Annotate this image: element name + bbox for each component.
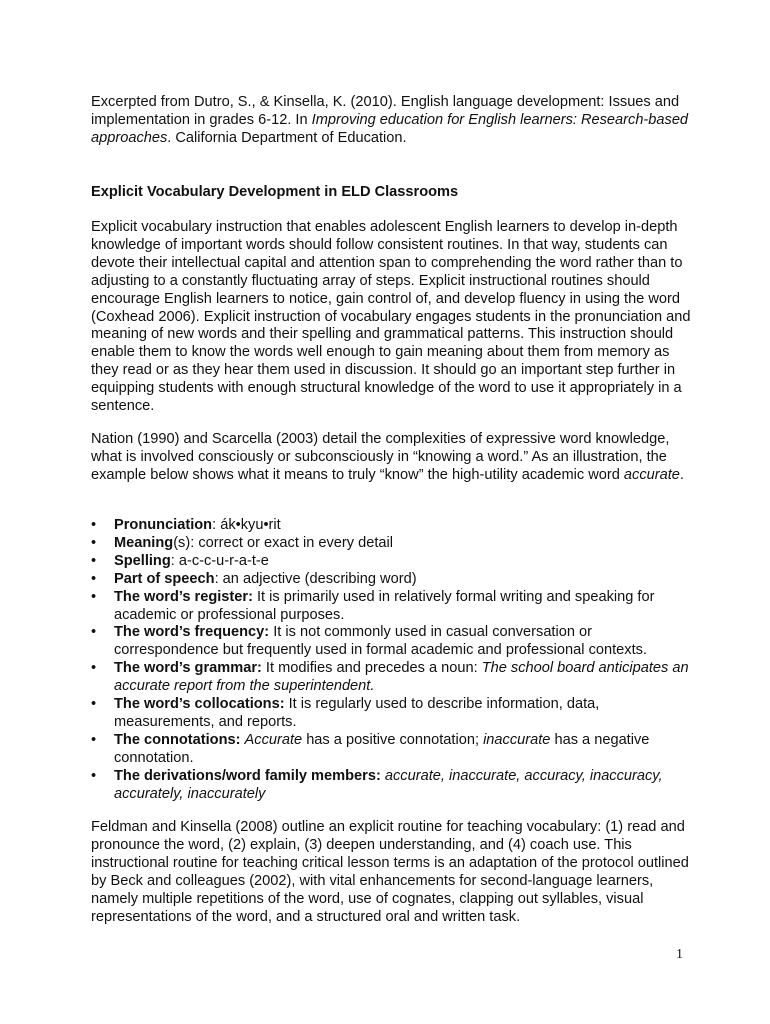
list-item xyxy=(91,589,691,625)
item-label: The word’s register: xyxy=(114,588,253,605)
item-italic-word: Accurate xyxy=(244,731,303,748)
item-text: has a positive connotation; xyxy=(302,731,484,748)
item-label: The connotations: xyxy=(114,731,241,748)
paragraph-3: Feldman and Kinsella (2008) outline an explicit routine for teaching vocabulary: (1) read and pronounce the word, (2) explain, (3) deepen understanding, and (4) coach use. This instructional routine for teaching critical lesson terms is an adaptation of the protocol outlined by Beck and colleagues (2002), with vital enhancements for second-language learners, namely multiple repetitions of the word, use of cognates, clapping out syllables, visual representations of the word, and a structured oral and written task. xyxy=(91,819,689,925)
list-item xyxy=(91,535,691,553)
item-label: Part of speech xyxy=(114,570,215,587)
item-text: : a-c-c-u-r-a-t-e xyxy=(170,552,269,569)
item-italic-word: inaccurate xyxy=(483,731,551,748)
citation-book-title: Improving education for English learners: Research-based approaches xyxy=(91,111,689,146)
list-item xyxy=(91,696,691,732)
paragraph-2 xyxy=(91,431,691,485)
item-text: It is not commonly used in casual conversation or correspondence but frequently used in formal academic and professional contexts. xyxy=(114,624,647,659)
list-item xyxy=(91,624,691,660)
bullet-icon: • xyxy=(91,552,97,569)
bullet-icon: • xyxy=(91,588,97,605)
bullet-icon: • xyxy=(91,624,97,641)
item-text: : ák•kyu•rit xyxy=(212,517,281,533)
item-label: The word’s grammar: xyxy=(114,660,262,677)
citation-publisher: . California Department of Education. xyxy=(167,129,407,146)
bullet-icon: • xyxy=(91,534,97,551)
bullet-icon: • xyxy=(91,731,97,748)
item-text: : correct or exact in every detail xyxy=(190,534,393,551)
list-item xyxy=(91,553,691,571)
list-item xyxy=(91,517,691,535)
bullet-icon: • xyxy=(91,517,97,533)
item-label: Spelling xyxy=(114,552,171,569)
item-text: It is regularly used to describe information, data, measurements, and reports. xyxy=(114,696,600,730)
example-word: accurate xyxy=(623,466,680,483)
item-label: Pronunciation xyxy=(114,517,213,533)
list-item xyxy=(91,660,691,696)
bullet-icon: • xyxy=(91,696,97,713)
paragraph-2-end: . xyxy=(679,466,684,483)
page-number: 1 xyxy=(676,947,683,962)
bullet-icon: • xyxy=(91,767,97,784)
item-text: It modifies and precedes a noun: xyxy=(261,660,482,677)
citation-text: Excerpted from Dutro, S., & Kinsella, K. (2010). English language development: Issues and implementation in grades 6-12. In xyxy=(91,94,680,128)
item-label: The derivations/word family members: xyxy=(114,767,381,784)
bullet-icon: • xyxy=(91,660,97,677)
list-item xyxy=(91,571,691,589)
item-label: The word’s frequency: xyxy=(114,624,270,641)
item-label: The word’s collocations: xyxy=(114,696,285,713)
item-label: Meaning xyxy=(114,534,174,551)
item-text: : an adjective (describing word) xyxy=(214,570,417,587)
paragraph-1: Explicit vocabulary instruction that enables adolescent English learners to develop in-depth knowledge of important words should follow consistent routines. In that way, students can devote their intellectual capital and attention span to comprehending the word rather than to adjusting to a constantly fluctuating array of steps. Explicit instructional routines should encourage English learners to notice, gain control of, and develop fluency in using the word (Coxhead 2006). Explicit instruction of vocabulary engages students in the pronunciation and meaning of new words and their spelling and grammatical patterns. This instruction should enable them to know the words well enough to gain meaning about them from memory as they read or as they hear them used in discussion. It should go an important step further in equipping students with enough structural knowledge of the word to use it appropriately in a sentence. xyxy=(91,219,691,415)
word-family-list: accurate, inaccurate, accuracy, inaccuracy, accurately, inaccurately xyxy=(114,767,663,802)
item-label-suffix: (s) xyxy=(173,534,191,551)
word-knowledge-list xyxy=(91,517,691,804)
list-item xyxy=(91,768,691,804)
citation xyxy=(91,94,691,148)
section-heading: Explicit Vocabulary Development in ELD Classrooms xyxy=(91,184,459,200)
list-item xyxy=(91,732,691,768)
paragraph-2-text: Nation (1990) and Scarcella (2003) detail the complexities of expressive word knowledge, what is involved consciously or subconsciously in “knowing a word.” As an illustration, the example below shows what it means to truly “know” the high-utility academic word xyxy=(91,431,670,483)
example-sentence: The school board anticipates an accurate report from the superintendent. xyxy=(114,660,689,695)
bullet-icon: • xyxy=(91,570,97,587)
item-text: has a negative connotation. xyxy=(114,731,650,766)
item-text: It is primarily used in relatively formal writing and speaking for academic or professional purposes. xyxy=(114,588,655,623)
